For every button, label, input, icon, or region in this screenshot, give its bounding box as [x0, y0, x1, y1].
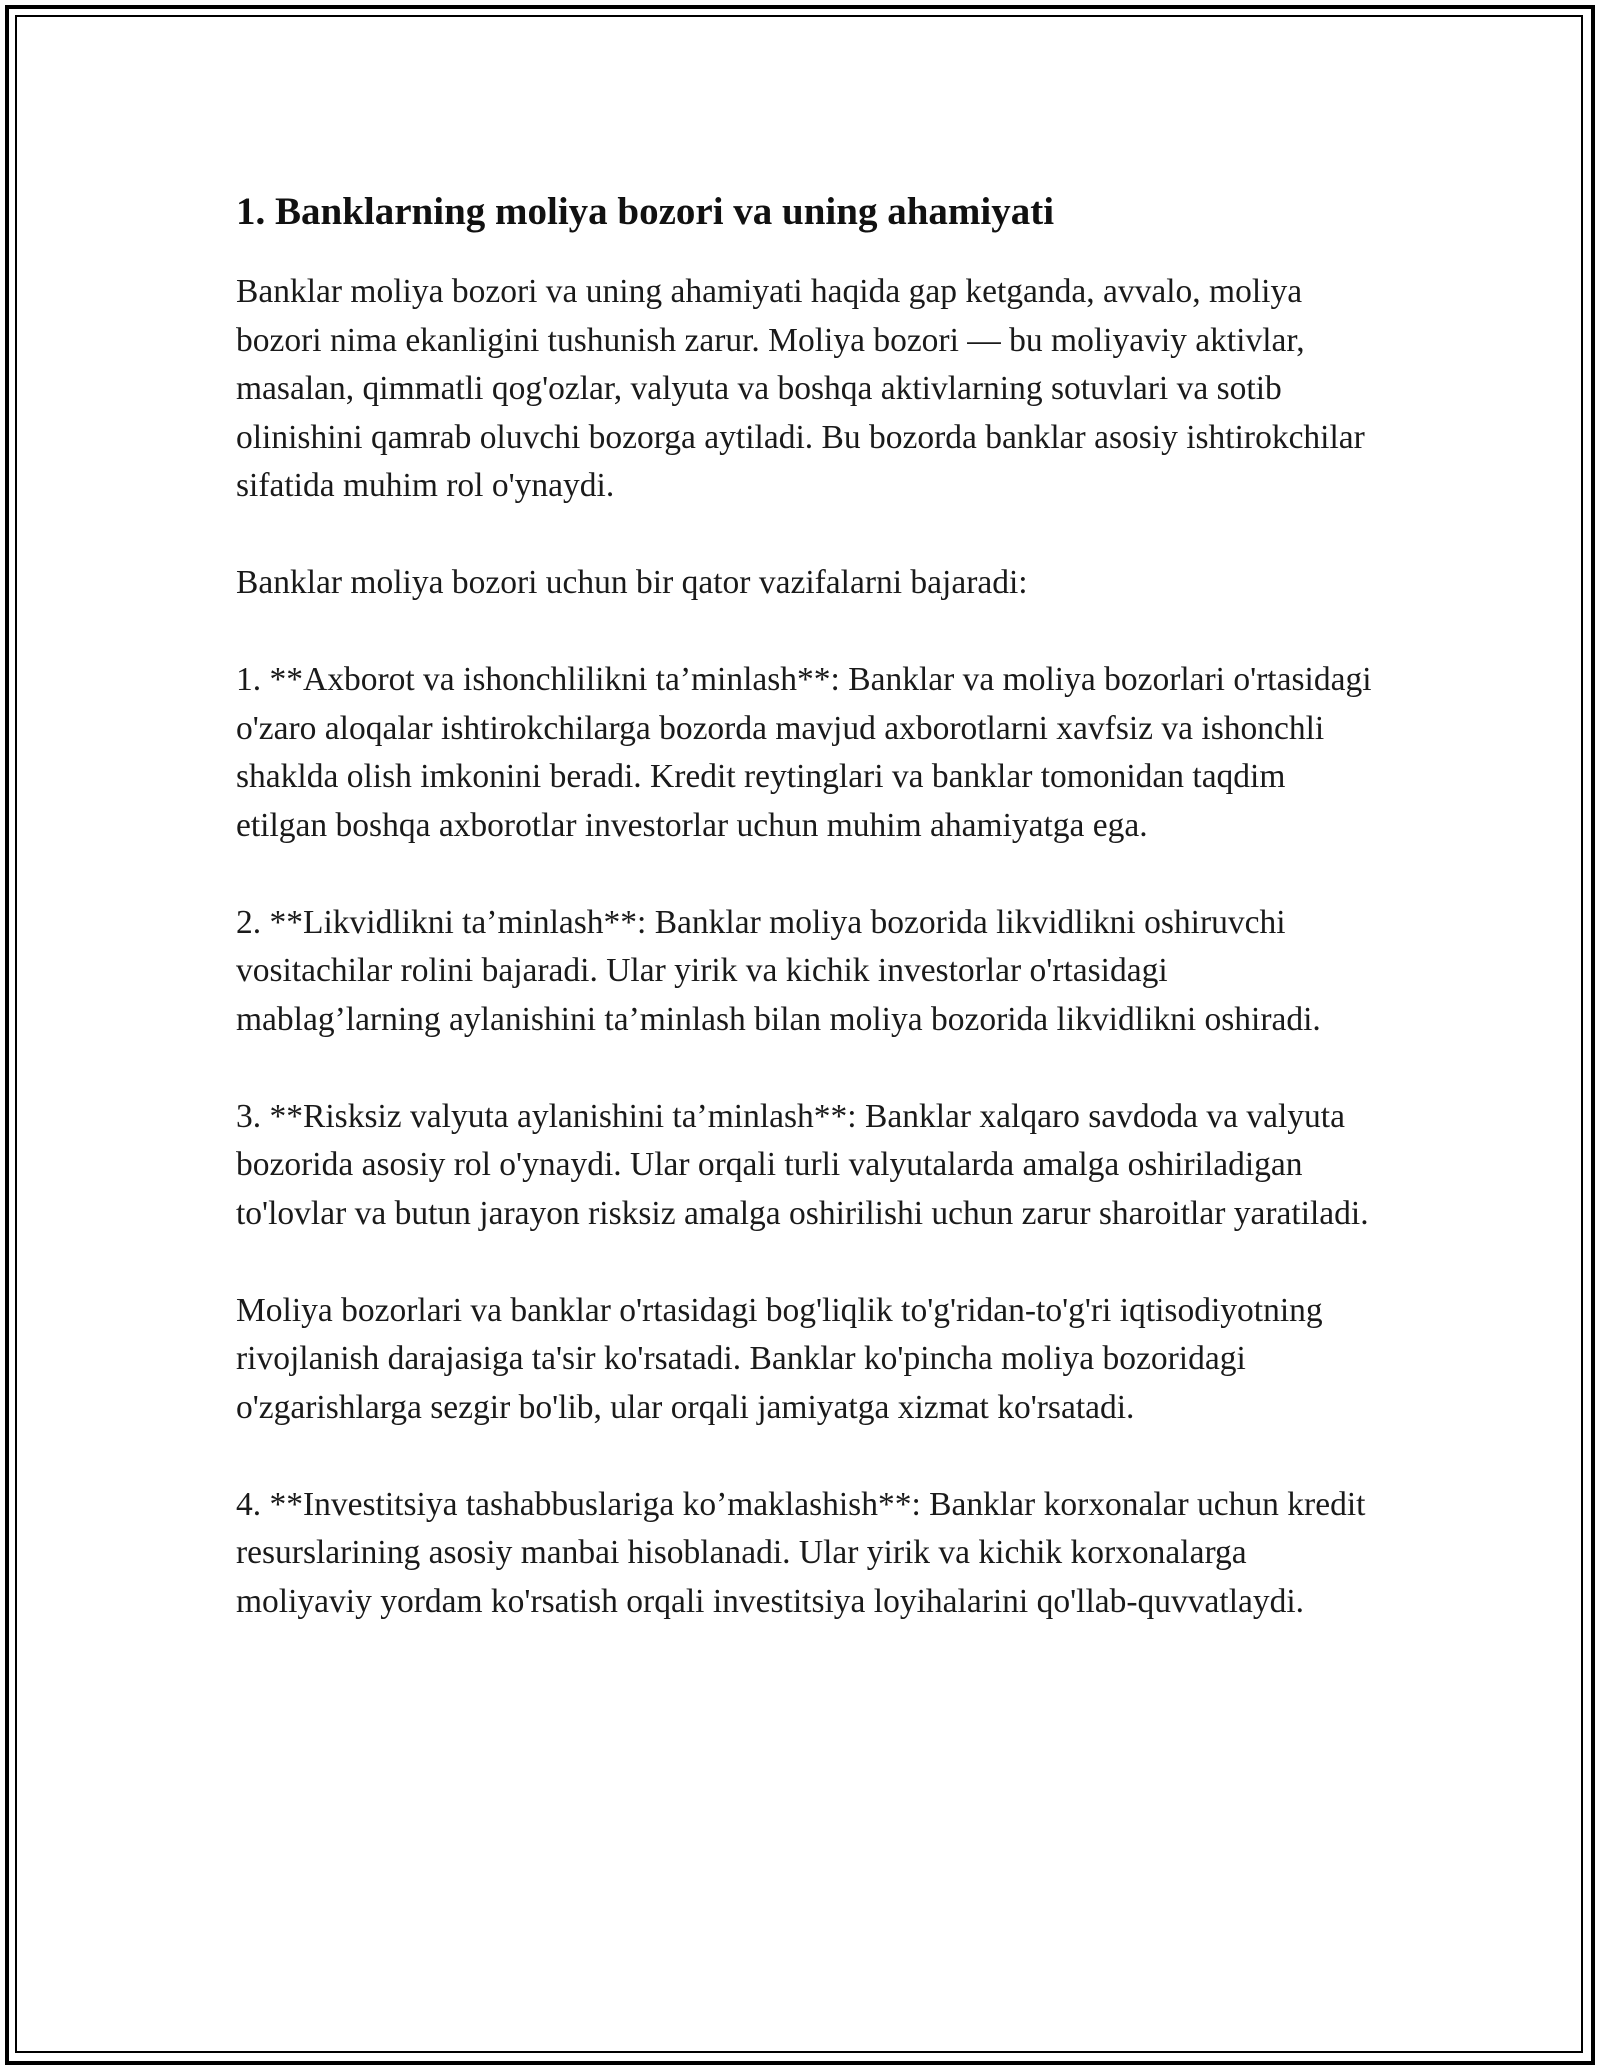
paragraph-intro: Banklar moliya bozori va uning ahamiyati haqida gap ketganda, avvalo, moliya bozori nima ekanligini tushunish zarur. Moliya bozori — bu moliyaviy aktivlar, masalan, qimmatli qog'ozlar, valyuta va boshqa aktivlarning sotuvlari va sotib olinishini qamrab oluvchi bozorga aytiladi. Bu bozorda banklar asosiy ishtirokchilar sifatida muhim rol o'ynaydi. [236, 273, 1365, 504]
document-body [236, 186, 1376, 1675]
paragraph-functions-lead: Banklar moliya bozori uchun bir qator vazifalarni bajaradi: [236, 564, 1028, 601]
paragraph-item-3: 3. **Risksiz valyuta aylanishini ta’minlash**: Banklar xalqaro savdoda va valyuta bozorida asosiy rol o'ynaydi. Ular orqali turli valyutalarda amalga oshiriladigan to'lovlar va butun jarayon risksiz amalga oshirilishi uchun zarur sharoitlar yaratiladi. [236, 1097, 1369, 1232]
page-title: 1. Banklarning moliya bozori va uning ahamiyati [236, 190, 1055, 233]
paragraph-item-4: 4. **Investitsiya tashabbuslariga ko’maklashish**: Banklar korxonalar uchun kredit resurslarining asosiy manbai hisoblanadi. Ular yirik va kichik korxonalarga moliyaviy yordam ko'rsatish orqali investitsiya loyihalarini qo'llab-quvvatlaydi. [236, 1485, 1366, 1620]
paragraph-relationship: Moliya bozorlari va banklar o'rtasidagi bog'liqlik to'g'ridan-to'g'ri iqtisodiyotning rivojlanish darajasiga ta'sir ko'rsatadi. Banklar ko'pincha moliya bozoridagi o'zgarishlarga sezgir bo'lib, ular orqali jamiyatga xizmat ko'rsatadi. [236, 1291, 1323, 1426]
paragraph-item-1: 1. **Axborot va ishonchlilikni ta’minlash**: Banklar va moliya bozorlari o'rtasidagi o'zaro aloqalar ishtirokchilarga bozorda mavjud axborotlarni xavfsiz va ishonchli shaklda olish imkonini beradi. Kredit reytinglari va banklar tomonidan taqdim etilgan boshqa axborotlar investorlar uchun muhim ahamiyatga ega. [236, 661, 1372, 844]
paragraph-item-2: 2. **Likvidlikni ta’minlash**: Banklar moliya bozorida likvidlikni oshiruvchi vositachilar rolini bajaradi. Ular yirik va kichik investorlar o'rtasidagi mablag’larning aylanishini ta’minlash bilan moliya bozorida likvidlikni oshiradi. [236, 903, 1321, 1038]
